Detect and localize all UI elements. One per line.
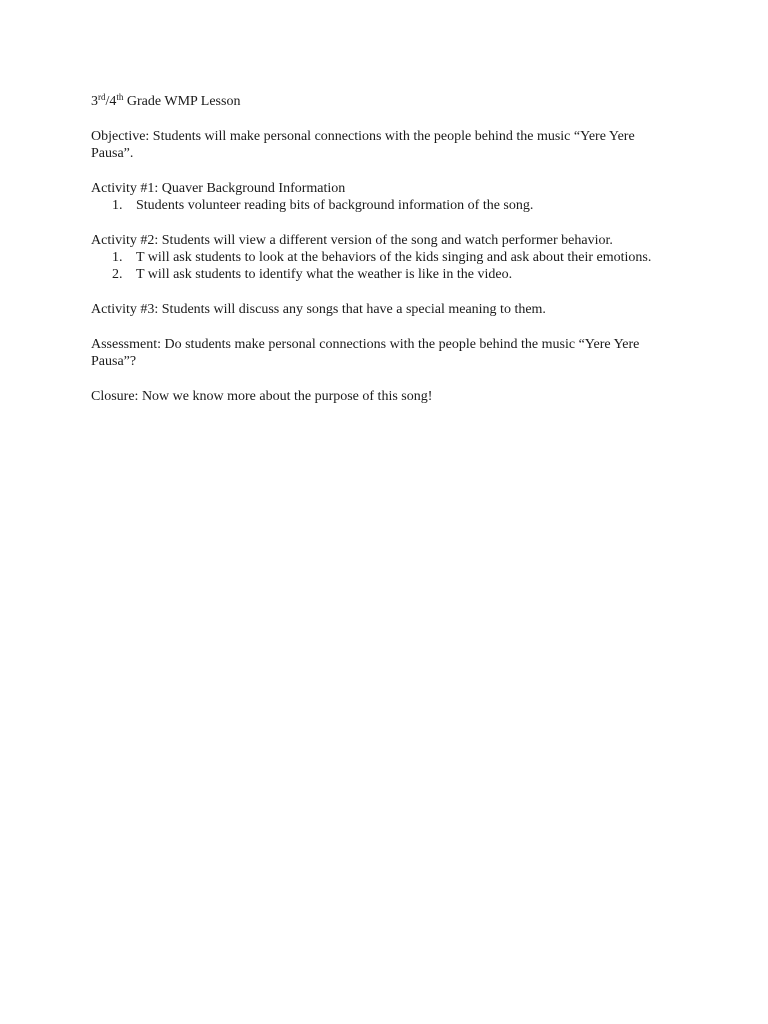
list-item-number: 1. xyxy=(112,198,123,213)
title-separator: /4 xyxy=(105,94,117,109)
activity-3-paragraph: Activity #3: Students will discuss any songs that have a special meaning to them. xyxy=(91,302,546,317)
list-item-text: T will ask students to identify what the weather is like in the video. xyxy=(136,267,513,282)
list-item xyxy=(91,197,656,214)
document-page xyxy=(91,93,691,423)
list-item xyxy=(91,266,656,283)
title-grade-a: 3 xyxy=(91,94,98,109)
list-item-number: 2. xyxy=(112,267,123,282)
assessment-paragraph: Assessment: Do students make personal connections with the people behind the music “Yere Yere Pausa”? xyxy=(91,337,640,369)
activity-2-heading: Activity #2: Students will view a different version of the song and watch performer behavior. xyxy=(91,233,613,248)
title-grade-a-suffix: rd xyxy=(98,92,106,102)
objective-paragraph: Objective: Students will make personal connections with the people behind the music “Yere Yere Pausa”. xyxy=(91,129,635,161)
activity-2-steps xyxy=(91,249,691,283)
list-item-text: Students volunteer reading bits of background information of the song. xyxy=(136,198,534,213)
closure-paragraph: Closure: Now we know more about the purpose of this song! xyxy=(91,389,433,404)
lesson-title xyxy=(91,93,691,110)
list-item-text: T will ask students to look at the behaviors of the kids singing and ask about their emotions. xyxy=(136,250,652,265)
list-item-number: 1. xyxy=(112,250,123,265)
activity-1-steps xyxy=(91,197,691,214)
title-grade-b-suffix: th xyxy=(116,92,124,102)
title-rest: Grade WMP Lesson xyxy=(123,94,241,109)
activity-1-heading: Activity #1: Quaver Background Information xyxy=(91,181,346,196)
list-item xyxy=(91,249,656,266)
